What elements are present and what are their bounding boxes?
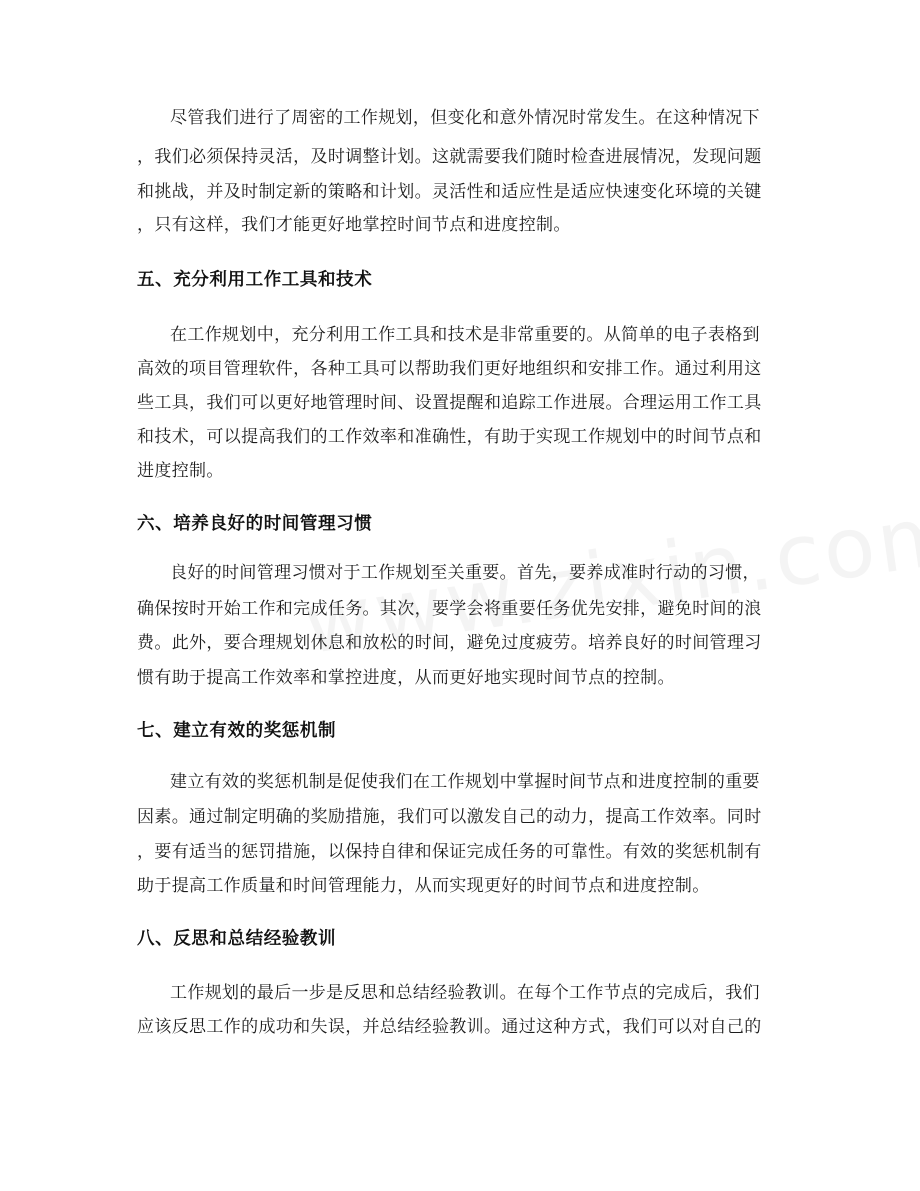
- paragraph-line: 费。此外，要合理规划休息和放松的时间，避免过度疲劳。培养良好的时间管理习: [137, 633, 762, 653]
- paragraph-line: 些工具，我们可以更好地管理时间、设置提醒和追踪工作进展。合理运用工作工具: [137, 393, 762, 413]
- paragraph-line: 确保按时开始工作和完成任务。其次，要学会将重要任务优先安排，避免时间的浪: [137, 599, 762, 619]
- paragraph-line: ，要有适当的惩罚措施，以保持自律和保证完成任务的可靠性。有效的奖惩机制有: [137, 842, 762, 862]
- paragraph-line: 因素。通过制定明确的奖励措施，我们可以激发自己的动力，提高工作效率。同时: [137, 807, 762, 827]
- section-heading: 八、反思和总结经验教训: [137, 929, 337, 949]
- paragraph-line: 高效的项目管理软件，各种工具可以帮助我们更好地组织和安排工作。通过利用这: [137, 359, 762, 379]
- paragraph-line: 惯有助于提高工作效率和掌控进度，从而更好地实现时间节点的控制。: [137, 668, 675, 688]
- paragraph-line: 建立有效的奖惩机制是促使我们在工作规划中掌握时间节点和进度控制的重要: [170, 772, 760, 792]
- section-heading: 五、充分利用工作工具和技术: [137, 270, 373, 290]
- paragraph-line: 工作规划的最后一步是反思和总结经验教训。在每个工作节点的完成后，我们: [170, 983, 760, 1003]
- section-heading: 七、建立有效的奖惩机制: [137, 721, 337, 741]
- paragraph-line: 良好的时间管理习惯对于工作规划至关重要。首先，要养成准时行动的习惯，: [170, 563, 760, 583]
- paragraph-line: 和技术，可以提高我们的工作效率和准确性，有助于实现工作规划中的时间节点和: [137, 427, 762, 447]
- paragraph-line: 和挑战，并及时制定新的策略和计划。灵活性和适应性是适应快速变化环境的关键: [137, 182, 762, 202]
- section-heading: 六、培养良好的时间管理习惯: [137, 514, 373, 534]
- paragraph-line: 助于提高工作质量和时间管理能力，从而实现更好的时间节点和进度控制。: [137, 876, 710, 896]
- paragraph-line: 进度控制。: [137, 461, 224, 481]
- paragraph-line: ，我们必须保持灵活，及时调整计划。这就需要我们随时检查进展情况，发现问题: [137, 147, 762, 167]
- paragraph-line: 应该反思工作的成功和失误，并总结经验教训。通过这种方式，我们可以对自己的: [137, 1017, 762, 1037]
- paragraph-line: ，只有这样，我们才能更好地掌控时间节点和进度控制。: [137, 215, 571, 235]
- paragraph-line: 在工作规划中，充分利用工作工具和技术是非常重要的。从简单的电子表格到: [170, 325, 760, 345]
- paragraph-line: 尽管我们进行了周密的工作规划，但变化和意外情况时常发生。在这种情况下: [170, 108, 760, 128]
